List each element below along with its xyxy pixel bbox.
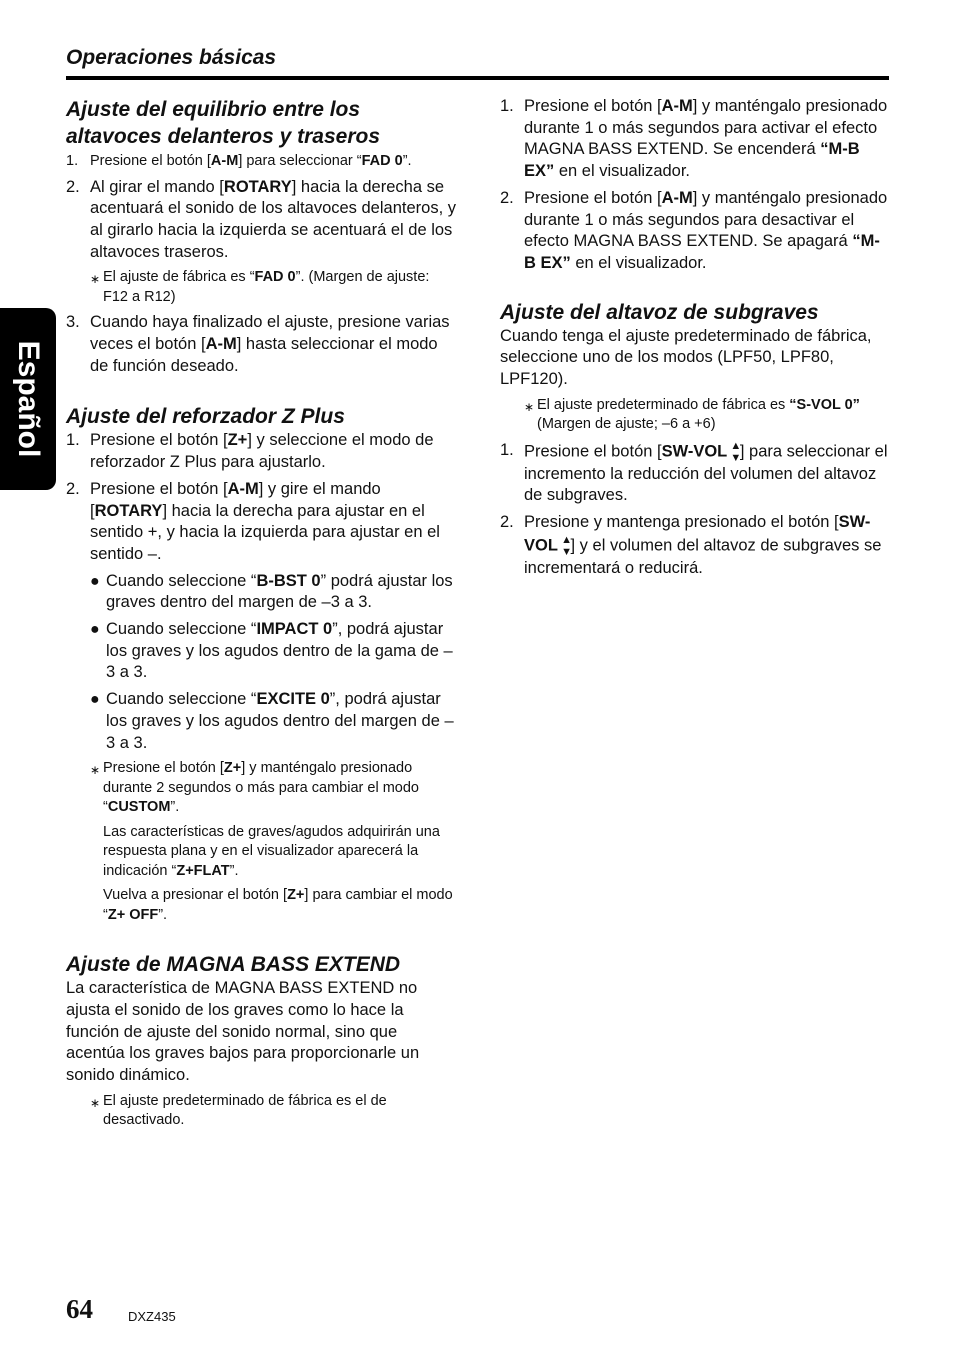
model-number: DXZ435 — [128, 1309, 176, 1324]
note-magna: ∗ El ajuste predeterminado de fábrica es el de desactivado. — [90, 1092, 387, 1129]
zplus-bullets — [90, 571, 458, 755]
list-item: 2. Al girar el mando [ROTARY] hacia la derecha se acentuará el sonido de los altavoces delanteros, y al girarlo hacia la izquierda se acentuará el de los altavoces traseros. — [66, 177, 456, 261]
right-column — [500, 96, 890, 585]
zplus-notes — [90, 759, 458, 925]
balance-steps-2 — [66, 177, 458, 264]
magna-body: La característica de MAGNA BASS EXTEND no ajusta el sonido de los graves como lo hace la función de ajuste del sonido normal, sino que acentúa los graves bajos para proporcionarle un sonido dinámico. — [66, 979, 420, 1085]
note-item: ∗ Presione el botón [Z+] y manténgalo presionado durante 2 segundos o más para cambiar el modo “CUSTOM”. — [90, 760, 419, 816]
heading-magna: Ajuste de MAGNA BASS EXTEND — [66, 953, 401, 977]
bullet-item: ● Cuando seleccione “B-BST 0” podrá ajustar los graves dentro del margen de –3 a 3. — [90, 571, 453, 612]
note-subwoofer: ∗ El ajuste predeterminado de fábrica es “S-VOL 0” (Margen de ajuste; –6 a +6) — [524, 396, 860, 433]
list-item: 1. Presione el botón [Z+] y seleccione el modo de reforzador Z Plus para ajustarlo. — [66, 431, 434, 472]
left-column — [66, 96, 458, 1131]
heading-subwoofer: Ajuste del altavoz de subgraves — [500, 300, 819, 324]
list-item: 2. Presione y mantenga presionado el botón [SW-VOL ▲▼] y el volumen del altavoz de subgraves se incrementará o reducirá. — [500, 513, 882, 577]
list-item: 1. Presione el botón [A-M] y manténgalo presionado durante 1 o más segundos para activar el efecto MAGNA BASS EXTEND. Se encenderá “M-B EX” en el visualizador. — [500, 97, 888, 181]
bullet-item: ● Cuando seleccione “IMPACT 0”, podrá ajustar los graves y los agudos dentro de la gama de –3 a 3. — [90, 620, 453, 682]
subwoofer-body: Cuando tenga el ajuste predeterminado de fábrica, seleccione uno de los modos (LPF50, LPF80, LPF120). — [500, 326, 872, 389]
header-rule — [66, 76, 889, 80]
list-item: 3. Cuando haya finalizado el ajuste, presione varias veces el botón [A-M] hasta seleccionar el modo de función deseado. — [66, 313, 450, 375]
zplus-steps — [66, 430, 458, 565]
up-down-arrow-icon: ▲▼ — [560, 533, 573, 558]
note-item: Las características de graves/agudos adquirirán una respuesta plana y en el visualizador aparecerá la indicación “Z+FLAT”. — [103, 823, 440, 879]
balance-steps-3 — [66, 312, 458, 377]
language-tab-label: Español — [12, 340, 45, 458]
heading-balance: Ajuste del equilibrio entre los altavoces delanteros y traseros — [66, 98, 380, 148]
note-balance: ∗ El ajuste de fábrica es “FAD 0”. (Margen de ajuste: F12 a R12) — [90, 269, 430, 305]
heading-zplus: Ajuste del reforzador Z Plus — [66, 405, 345, 429]
magna-steps — [500, 96, 890, 275]
language-tab — [0, 308, 56, 490]
up-down-arrow-icon: ▲▼ — [729, 439, 742, 464]
section-header: Operaciones básicas — [66, 46, 277, 69]
list-item: 2. Presione el botón [A-M] y manténgalo presionado durante 1 o más segundos para desactivar el efecto MAGNA BASS EXTEND. Se apagará “M-B EX” en el visualizador. — [500, 188, 888, 272]
subwoofer-steps — [500, 440, 890, 580]
list-item: 1. Presione el botón [SW-VOL ▲▼] para seleccionar el incremento la reducción del volumen del altavoz de subgraves. — [500, 439, 888, 505]
balance-steps — [66, 152, 458, 172]
bullet-item: ● Cuando seleccione “EXCITE 0”, podrá ajustar los graves y los agudos dentro del margen de –3 a 3. — [90, 690, 454, 752]
note-item: Vuelva a presionar el botón [Z+] para cambiar el modo “Z+ OFF”. — [103, 887, 453, 923]
list-item: 1. Presione el botón [A-M] para seleccionar “FAD 0”. — [66, 153, 412, 169]
list-item: 2. Presione el botón [A-M] y gire el mando [ROTARY] hacia la derecha para ajustar en el sentido +, y hacia la izquierda para ajustar en el sentido –. — [66, 479, 440, 563]
page-number: 64 — [66, 1294, 93, 1324]
